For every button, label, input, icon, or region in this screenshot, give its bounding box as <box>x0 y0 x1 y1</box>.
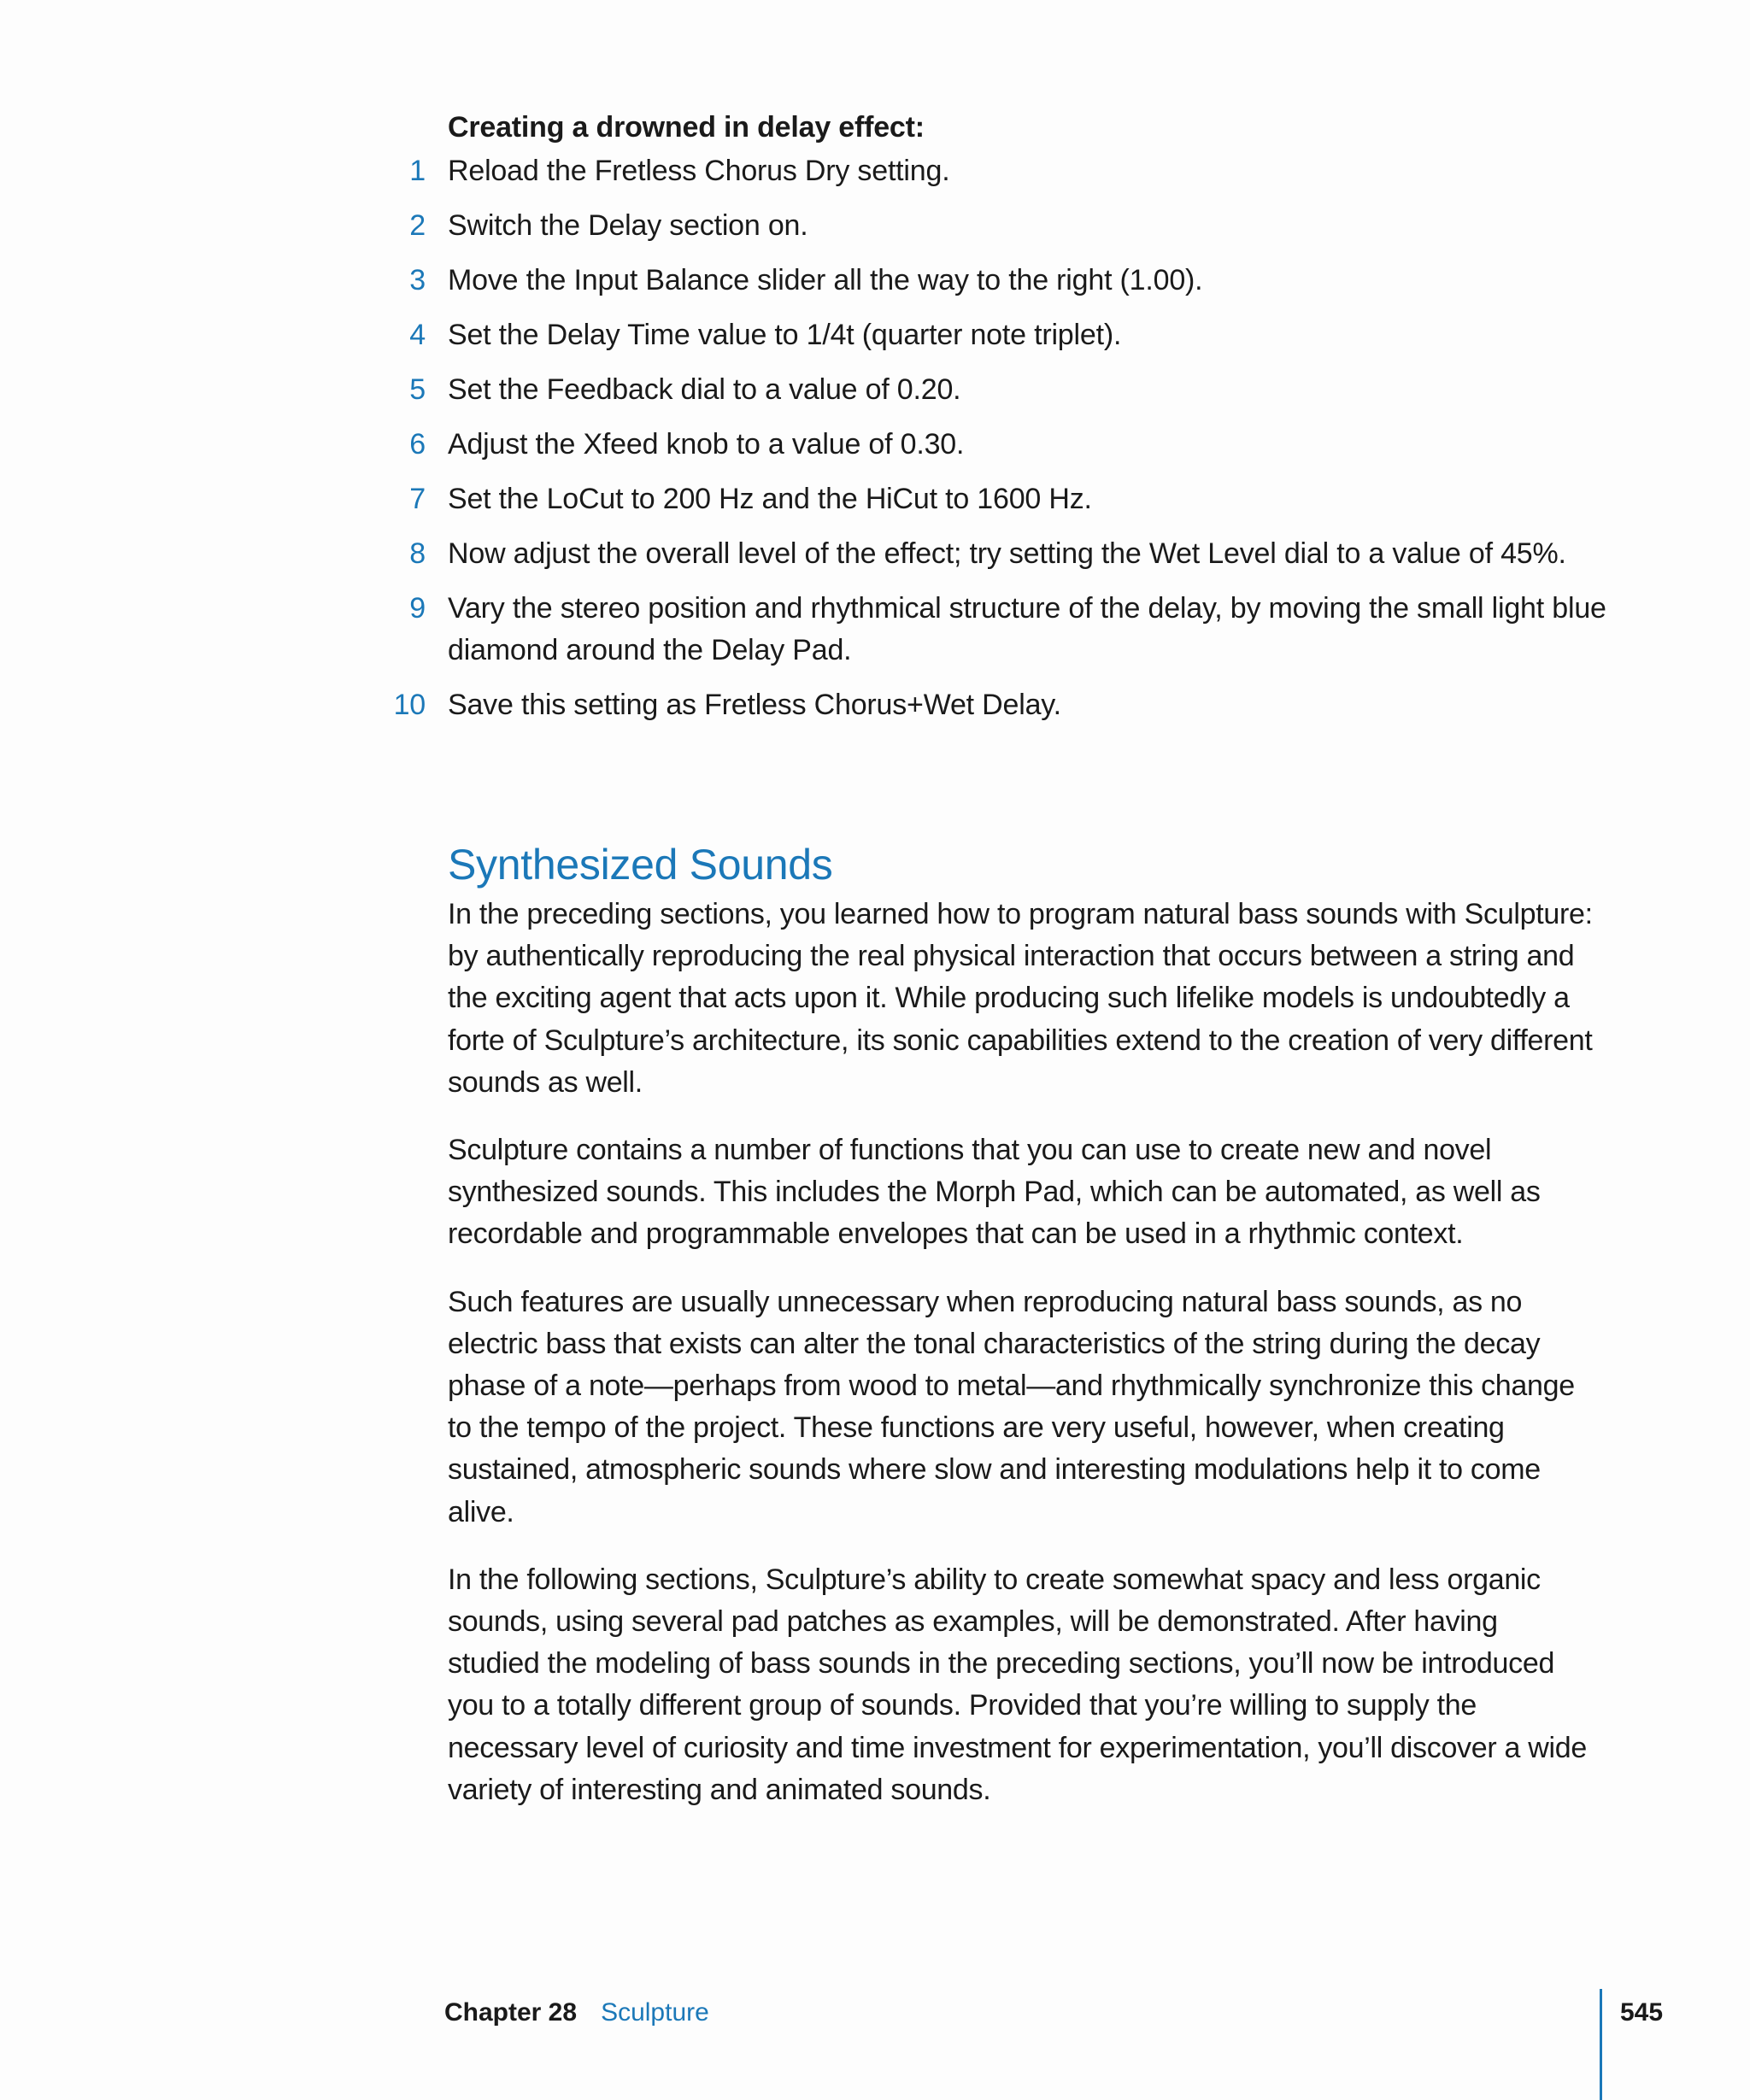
list-item <box>376 369 1606 411</box>
step-text: Switch the Delay section on. <box>448 209 808 242</box>
step-number: 8 <box>409 537 426 570</box>
paragraph: In the preceding sections, you learned how to program natural bass sounds with Sculpture: by authentically reproducing the real physical interaction that occurs between a string and the exciting agent that acts upon it. While producing such lifelike models is undoubtedly a forte of Sculpture’s architecture, its sonic capabilities extend to the creation of very different sounds as well. <box>448 898 1593 1099</box>
list-item <box>376 588 1606 672</box>
step-number: 4 <box>409 319 426 351</box>
list-item <box>376 150 1606 192</box>
step-text: Save this setting as Fretless Chorus+Wet Delay. <box>448 689 1061 721</box>
list-item <box>376 478 1606 520</box>
paragraph: Such features are usually unnecessary when reproducing natural bass sounds, as no electric bass that exists can alter the tonal characteristics of the string during the decay phase of a note—perhaps from wood to metal—and rhythmically synchronize this change to the tempo of the project. These functions are very useful, however, when creating sustained, atmospheric sounds where slow and interesting modulations help it to come alive. <box>448 1285 1575 1528</box>
section-body <box>448 894 1593 1837</box>
list-item <box>376 684 1606 726</box>
step-number: 10 <box>393 689 426 721</box>
step-text: Set the Delay Time value to 1/4t (quarter note triplet). <box>448 319 1122 351</box>
step-number: 3 <box>409 264 426 296</box>
list-item <box>376 533 1606 575</box>
step-text: Move the Input Balance slider all the way to the right (1.00). <box>448 264 1203 296</box>
step-text: Set the LoCut to 200 Hz and the HiCut to 1600 Hz. <box>448 483 1092 515</box>
step-text: Adjust the Xfeed knob to a value of 0.30. <box>448 428 965 460</box>
step-text: Reload the Fretless Chorus Dry setting. <box>448 155 950 187</box>
paragraph: In the following sections, Sculpture’s ability to create somewhat spacy and less organic sounds, using several pad patches as examples, will be demonstrated. After having studied the modeling of bass sounds in the preceding sections, you’ll now be introduced you to a totally different group of sounds. Provided that you’re willing to supply the necessary level of curiosity and time investment for experimentation, you’ll discover a wide variety of interesting and animated sounds. <box>448 1563 1588 1806</box>
step-number: 1 <box>409 155 426 187</box>
step-number: 6 <box>409 428 426 460</box>
footer-chapter <box>444 1996 709 2030</box>
footer-divider <box>1600 1989 1602 2100</box>
step-number: 5 <box>409 373 426 406</box>
step-number: 9 <box>409 592 426 625</box>
list-item <box>376 314 1606 356</box>
page-number: 545 <box>1620 1998 1664 2027</box>
step-number: 2 <box>409 209 426 242</box>
task-heading: Creating a drowned in delay effect: <box>448 111 925 144</box>
step-text: Set the Feedback dial to a value of 0.20. <box>448 373 961 406</box>
step-number: 7 <box>409 483 426 515</box>
step-text: Now adjust the overall level of the effect; try setting the Wet Level dial to a value of 45%. <box>448 537 1566 570</box>
list-item <box>376 260 1606 302</box>
paragraph: Sculpture contains a number of functions that you can use to create new and novel synthesized sounds. This includes the Morph Pad, which can be automated, as well as recordable and programmable envelopes that can be used in a rhythmic context. <box>448 1134 1541 1251</box>
list-item <box>376 424 1606 466</box>
chapter-label: Chapter 28 <box>444 1998 578 2027</box>
step-list <box>376 150 1606 739</box>
chapter-name-link[interactable]: Sculpture <box>601 1998 709 2027</box>
list-item <box>376 205 1606 247</box>
step-text: Vary the stereo position and rhythmical structure of the delay, by moving the small light blue diamond around the Delay Pad. <box>448 592 1606 666</box>
section-title: Synthesized Sounds <box>448 841 833 889</box>
